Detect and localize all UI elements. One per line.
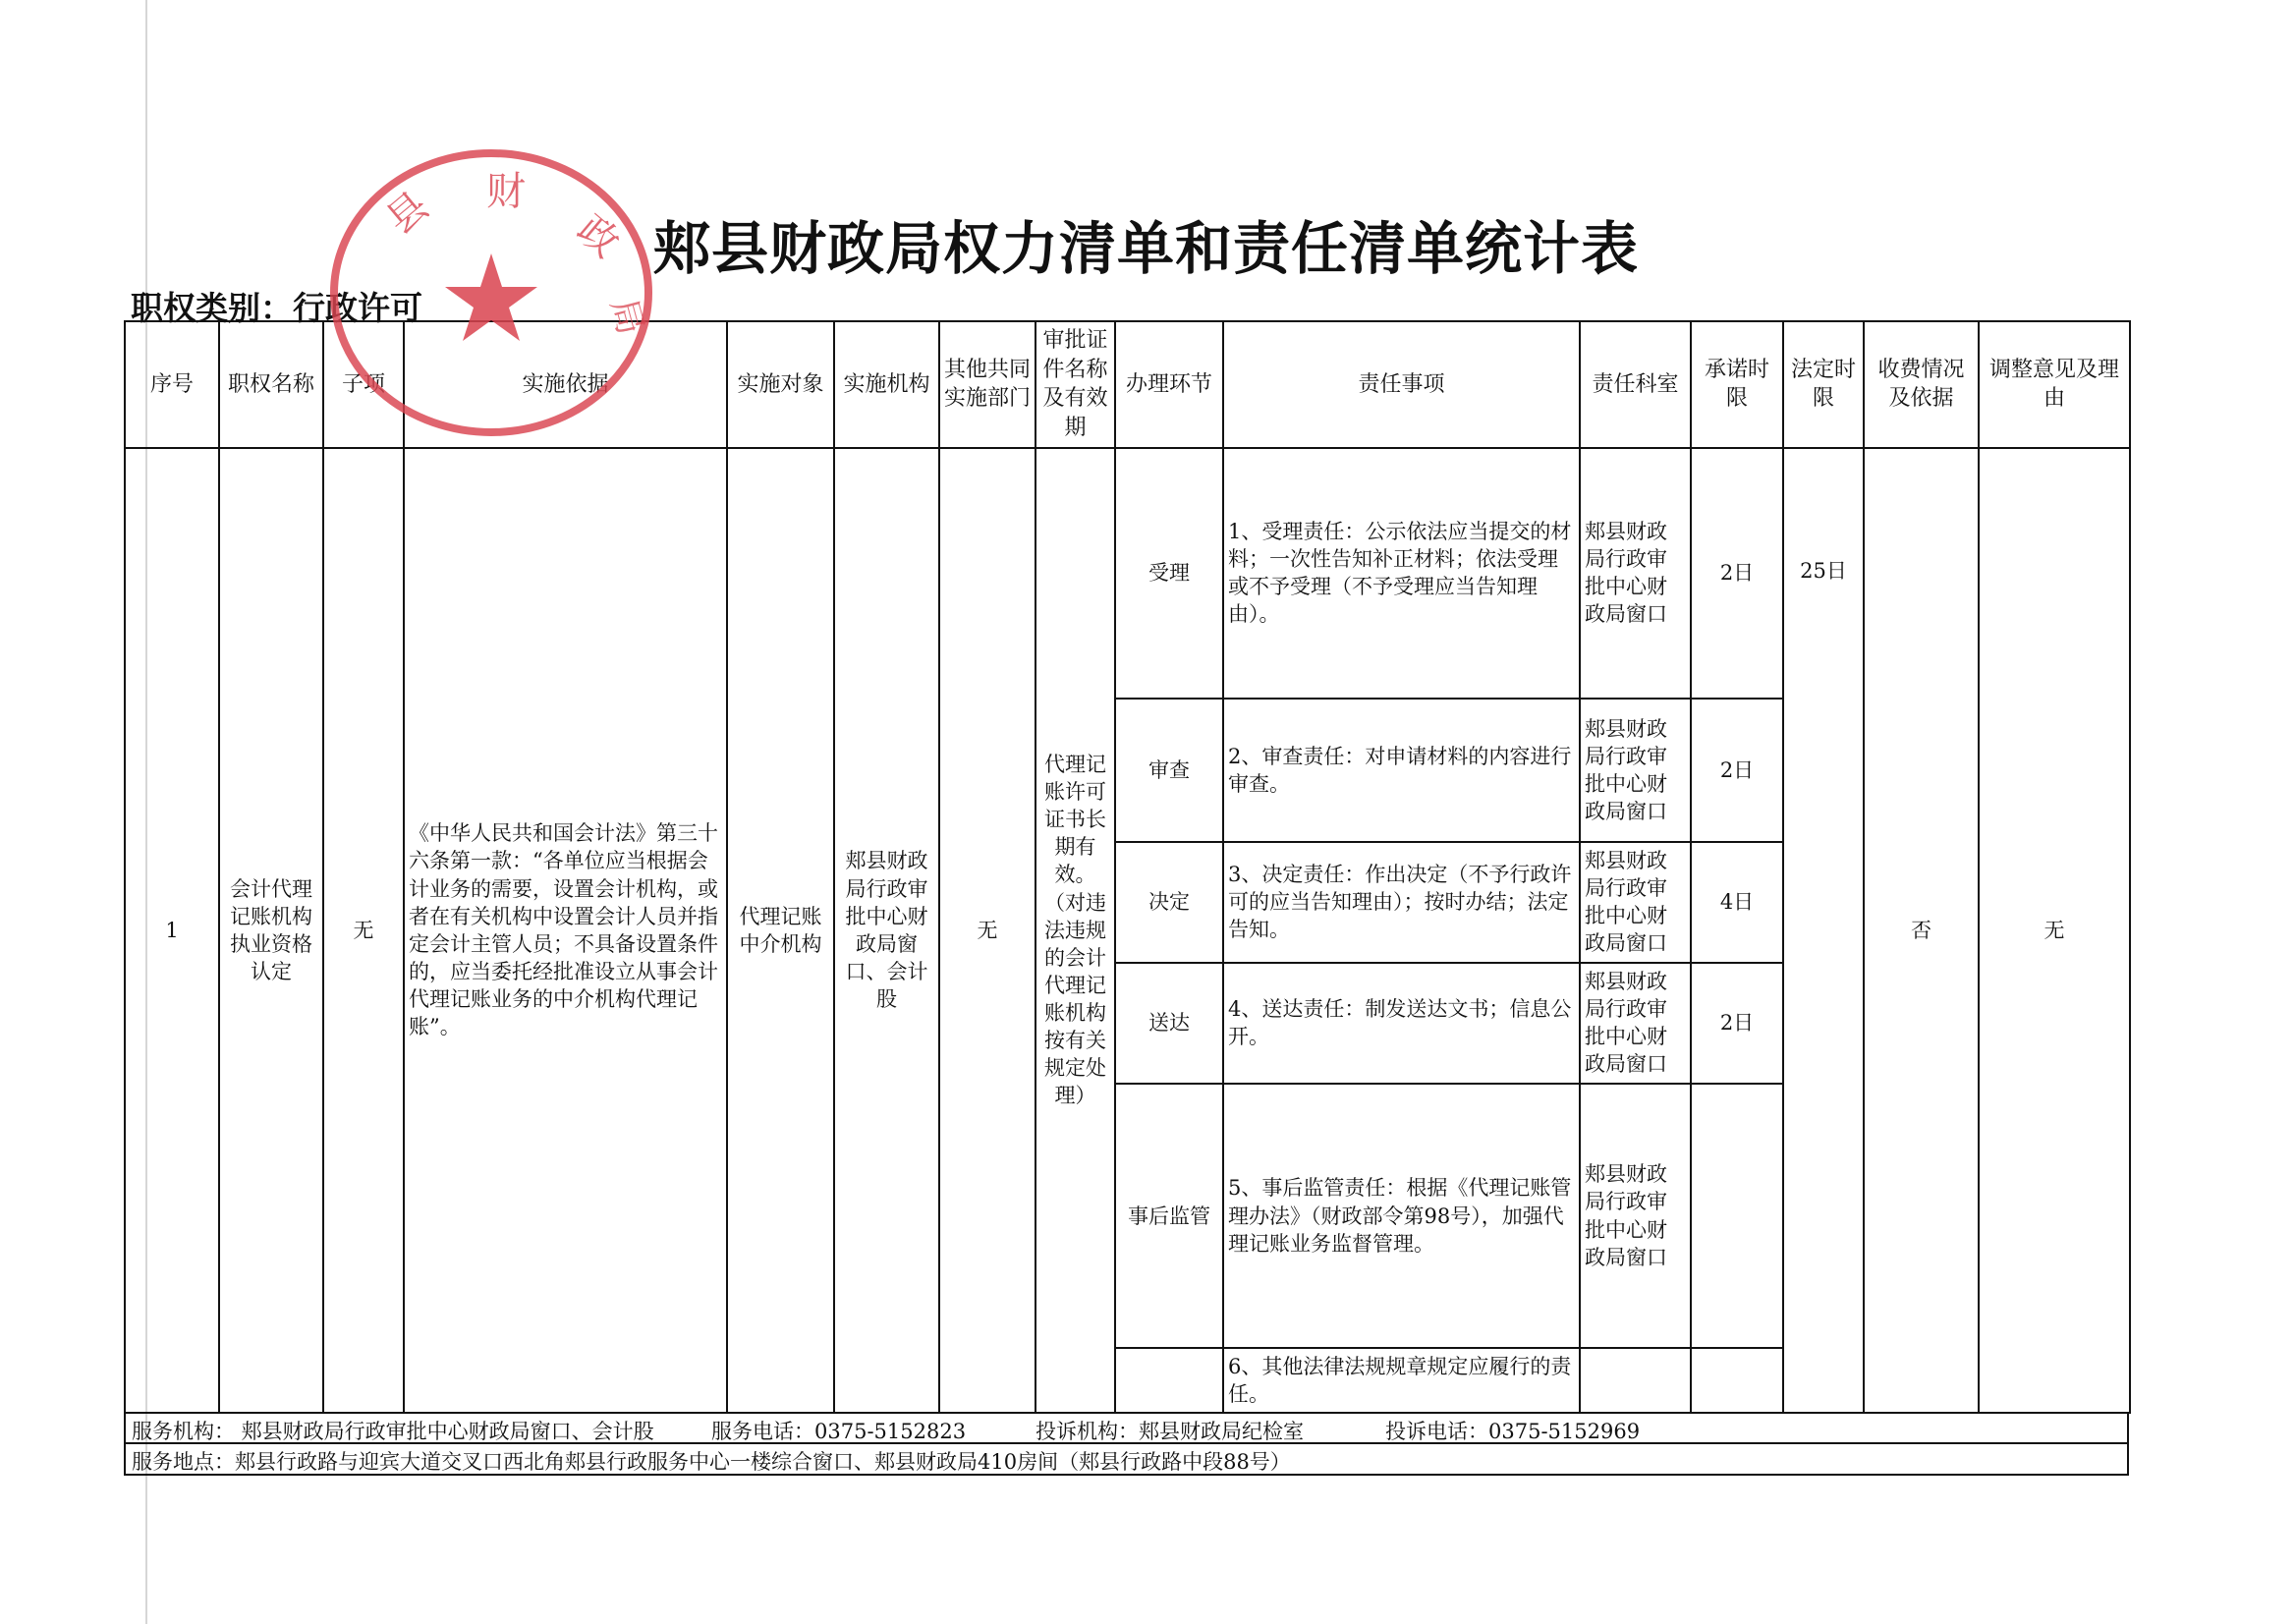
footer-complaint-phone: 投诉电话：0375-5152969 bbox=[1385, 1420, 1641, 1443]
header-agency: 实施机构 bbox=[834, 321, 939, 448]
cell-promise-3: 4日 bbox=[1691, 842, 1783, 963]
cell-duty-2: 2、审查责任：对申请材料的内容进行审查。 bbox=[1223, 699, 1580, 842]
cell-promise-4: 2日 bbox=[1691, 963, 1783, 1084]
cell-step-3: 决定 bbox=[1115, 842, 1223, 963]
header-seq: 序号 bbox=[125, 321, 219, 448]
header-promise: 承诺时限 bbox=[1691, 321, 1783, 448]
cell-office-5: 郏县财政局行政审批中心财政局窗口 bbox=[1580, 1084, 1691, 1349]
footer-service-org: 服务机构： 郏县财政局行政审批中心财政局窗口、会计股 bbox=[132, 1420, 654, 1443]
cell-office-1: 郏县财政局行政审批中心财政局窗口 bbox=[1580, 448, 1691, 699]
cell-agency: 郏县财政局行政审批中心财政局窗口、会计股 bbox=[834, 448, 939, 1413]
header-cert: 审批证件名称及有效期 bbox=[1036, 321, 1115, 448]
cell-adjust: 无 bbox=[1979, 448, 2130, 1413]
cell-target: 代理记账中介机构 bbox=[727, 448, 834, 1413]
cell-promise-2: 2日 bbox=[1691, 699, 1783, 842]
header-sub: 子项 bbox=[323, 321, 404, 448]
cell-step-4: 送达 bbox=[1115, 963, 1223, 1084]
seal-char-2: 财 bbox=[486, 169, 526, 214]
cell-fee: 否 bbox=[1864, 448, 1979, 1413]
cell-office-2: 郏县财政局行政审批中心财政局窗口 bbox=[1580, 699, 1691, 842]
seal-char-4: 局 bbox=[602, 294, 651, 340]
cell-office-4: 郏县财政局行政审批中心财政局窗口 bbox=[1580, 963, 1691, 1084]
power-list-table bbox=[124, 320, 2131, 1414]
page-title: 郏县财政局权力清单和责任清单统计表 bbox=[653, 215, 1640, 282]
cell-duty-6: 6、其他法律法规规章规定应履行的责任。 bbox=[1223, 1348, 1580, 1413]
footer-service-line bbox=[124, 1414, 2129, 1444]
header-row bbox=[125, 321, 2130, 448]
cell-promise-6 bbox=[1691, 1348, 1783, 1413]
cell-step-2: 审查 bbox=[1115, 699, 1223, 842]
footer-service-place: 服务地点：郏县行政路与迎宾大道交叉口西北角郏县行政服务中心一楼综合窗口、郏县财政局410房间（郏县行政路中段88号） bbox=[132, 1450, 1291, 1474]
cell-promise-1: 2日 bbox=[1691, 448, 1783, 699]
category-label: 职权类别：行政许可 bbox=[131, 289, 422, 327]
header-co-dept: 其他共同实施部门 bbox=[939, 321, 1036, 448]
footer-service-phone: 服务电话：0375-5152823 bbox=[711, 1420, 967, 1443]
cell-step-6 bbox=[1115, 1348, 1223, 1413]
header-step: 办理环节 bbox=[1115, 321, 1223, 448]
cell-step-5: 事后监管 bbox=[1115, 1084, 1223, 1349]
header-target: 实施对象 bbox=[727, 321, 834, 448]
cell-cert: 代理记账许可证书长期有效。（对违法违规的会计代理记账机构按有关规定处理） bbox=[1036, 448, 1115, 1413]
seal-char-3: 政 bbox=[568, 206, 628, 267]
table-row bbox=[125, 448, 2130, 699]
cell-duty-3: 3、决定责任：作出决定（不予行政许可的应当告知理由）；按时办结；法定告知。 bbox=[1223, 842, 1580, 963]
cell-step-1: 受理 bbox=[1115, 448, 1223, 699]
footer-place-line bbox=[124, 1444, 2129, 1476]
cell-basis: 《中华人民共和国会计法》第三十六条第一款：“各单位应当根据会计业务的需要，设置会计机构，或者在有关机构中设置会计人员并指定会计主管人员；不具备设置条件的，应当委托经批准设立从事会计代理记账业务的中介机构代理记账”。 bbox=[404, 448, 727, 1413]
cell-office-6 bbox=[1580, 1348, 1691, 1413]
header-fee: 收费情况及依据 bbox=[1864, 321, 1979, 448]
header-duty: 责任事项 bbox=[1223, 321, 1580, 448]
footer-complaint-org: 投诉机构：郏县财政局纪检室 bbox=[1036, 1420, 1304, 1443]
cell-duty-5: 5、事后监管责任：根据《代理记账管理办法》（财政部令第98号），加强代理记账业务监督管理。 bbox=[1223, 1084, 1580, 1349]
cell-office-3: 郏县财政局行政审批中心财政局窗口 bbox=[1580, 842, 1691, 963]
cell-legal: 25日 bbox=[1783, 448, 1864, 1413]
header-legal: 法定时限 bbox=[1783, 321, 1864, 448]
header-office: 责任科室 bbox=[1580, 321, 1691, 448]
cell-duty-1: 1、受理责任：公示依法应当提交的材料；一次性告知补正材料；依法受理或不予受理（不予受理应当告知理由）。 bbox=[1223, 448, 1580, 699]
seal-char-1: 县 bbox=[377, 183, 438, 244]
cell-seq: 1 bbox=[125, 448, 219, 1413]
header-name: 职权名称 bbox=[219, 321, 323, 448]
header-adjust: 调整意见及理由 bbox=[1979, 321, 2130, 448]
cell-promise-5 bbox=[1691, 1084, 1783, 1349]
header-basis: 实施依据 bbox=[404, 321, 727, 448]
cell-sub: 无 bbox=[323, 448, 404, 1413]
cell-name: 会计代理记账机构执业资格认定 bbox=[219, 448, 323, 1413]
cell-duty-4: 4、送达责任：制发送达文书；信息公开。 bbox=[1223, 963, 1580, 1084]
cell-co-dept: 无 bbox=[939, 448, 1036, 1413]
